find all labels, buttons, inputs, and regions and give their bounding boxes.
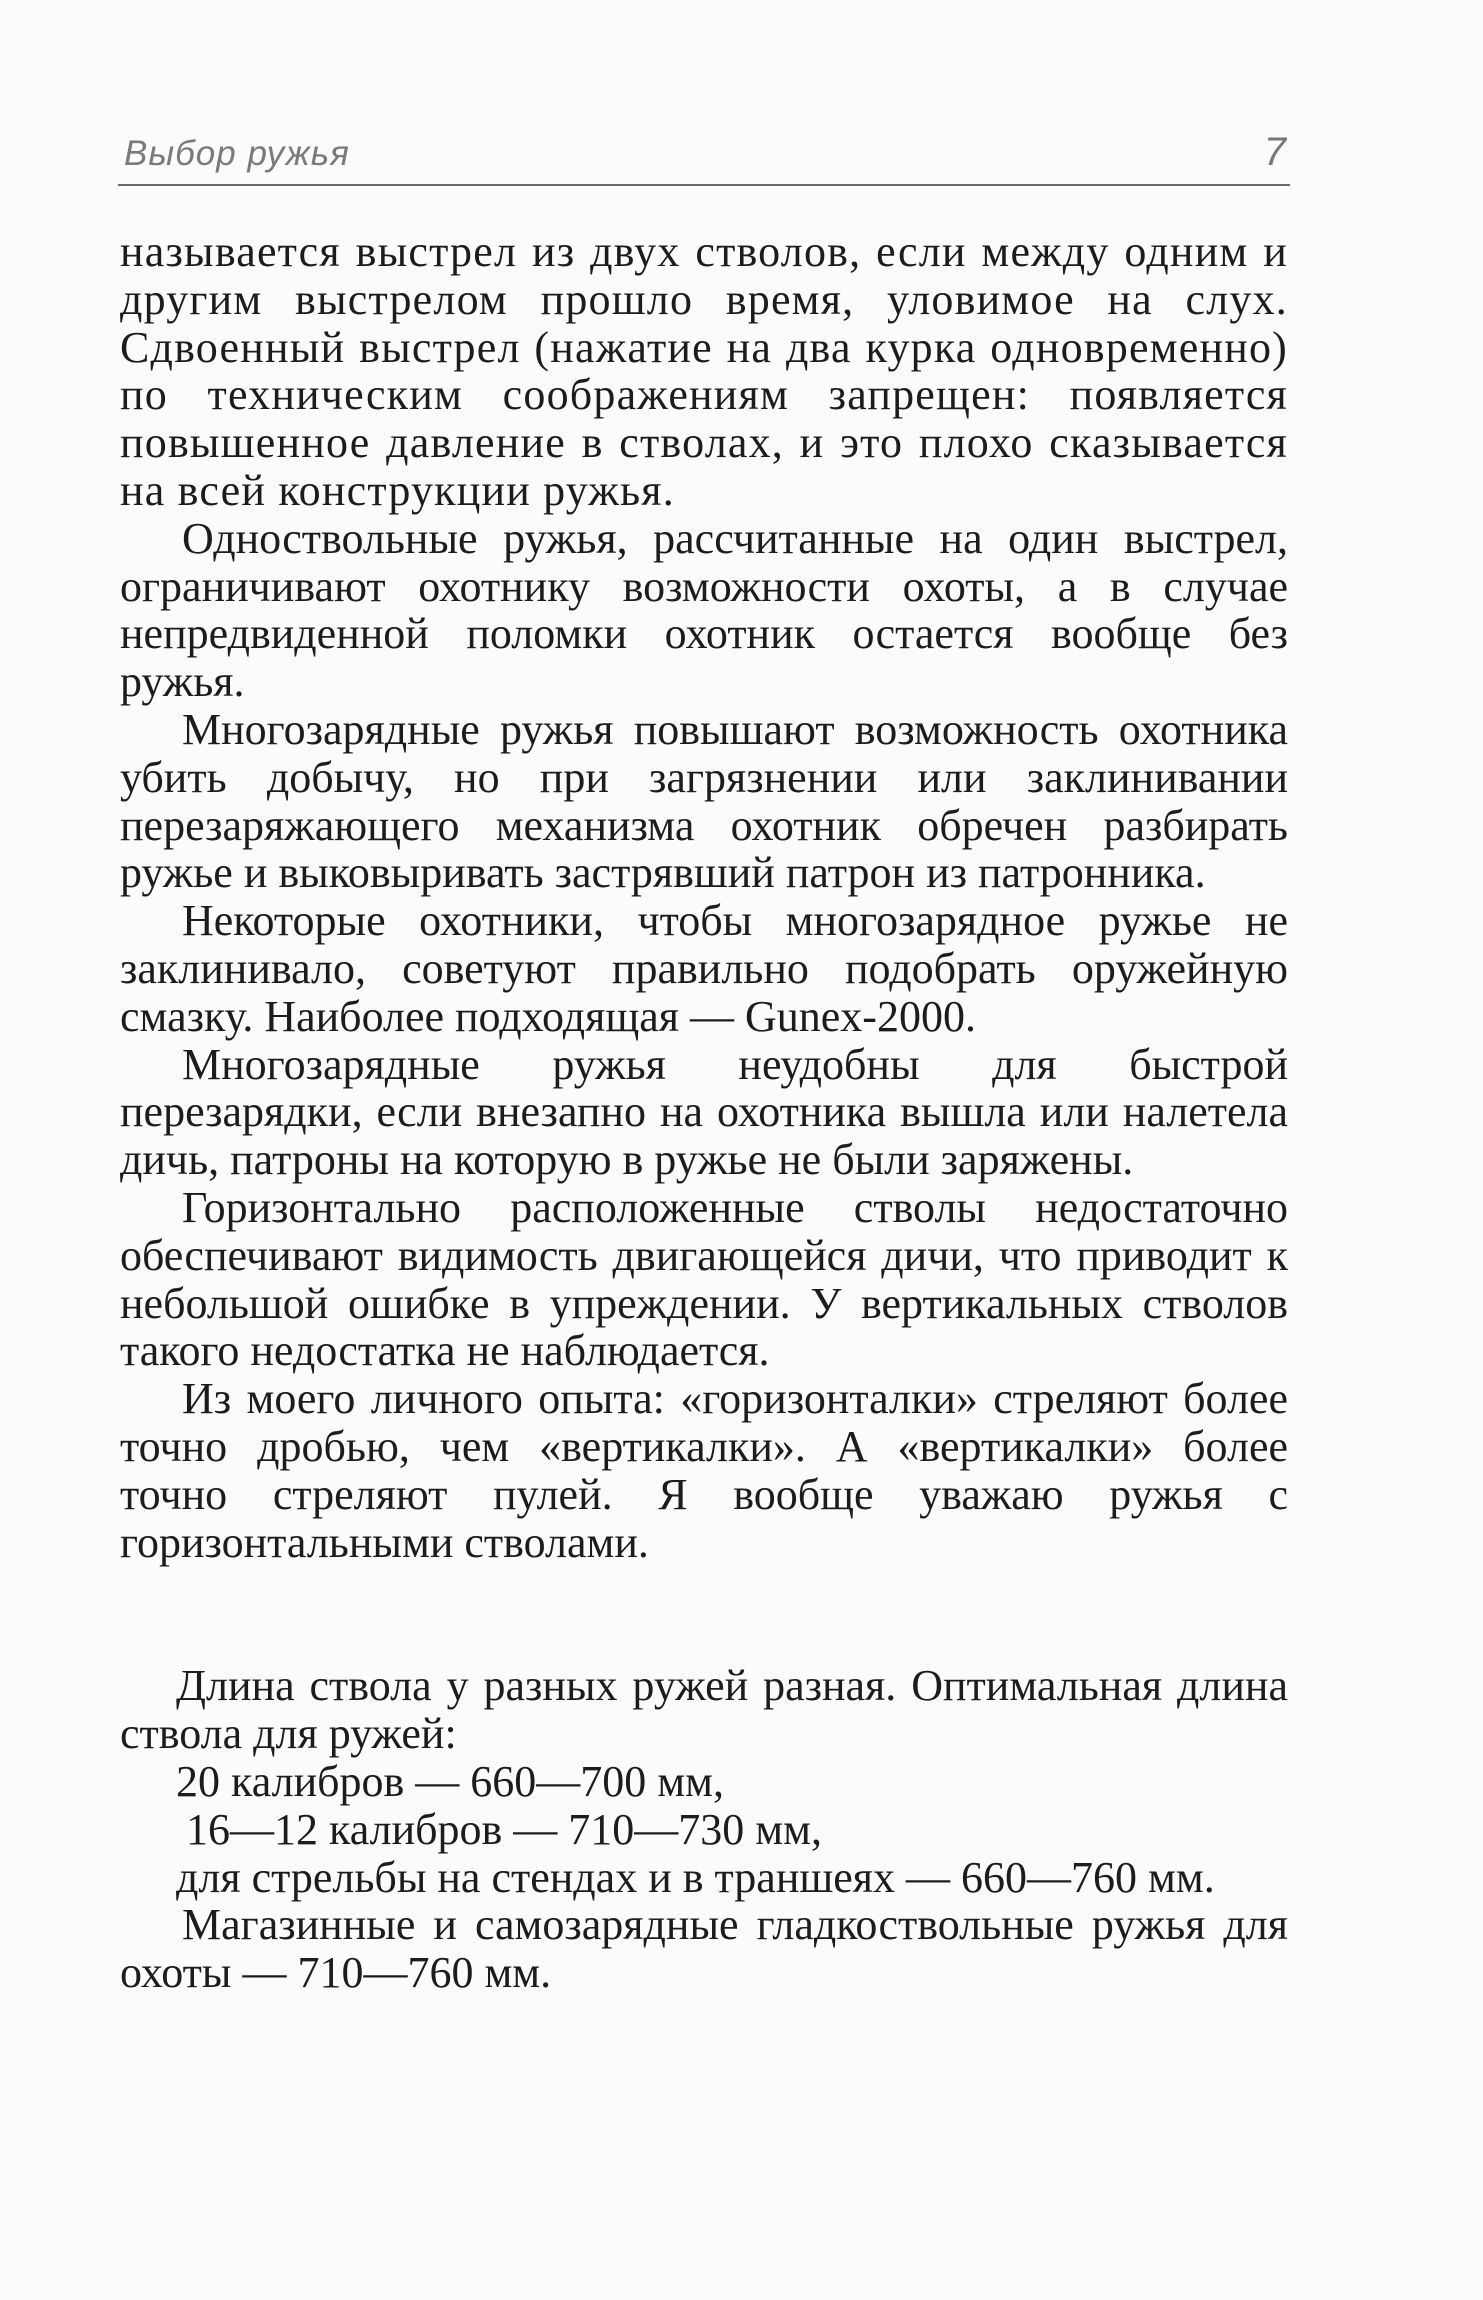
page-number: 7: [1263, 130, 1286, 174]
barrel-length-item: 16—12 калибров — 710—730 мм,: [186, 1804, 822, 1854]
paragraph-single-barrel: Одноствольные ружья, рассчитанные на один выстрел, ограничивают охотнику возможности охоты, а в случае непредвиденной поломки охотник остается вообще без ружья.: [120, 513, 1288, 707]
paragraph-horizontal-barrels: Горизонтально расположенные стволы недостаточно обеспечивают видимость двигающейся дичи, что приводит к небольшой ошибке в упреждении. У вертикальных стволов такого недостатка не наблюдается.: [120, 1182, 1288, 1376]
body-text: [120, 228, 1288, 1997]
running-title: Выбор ружья: [124, 134, 350, 173]
barrel-length-item: 20 калибров — 660—700 мм,: [176, 1756, 724, 1806]
section-gap: [120, 1566, 1288, 1662]
paragraph-double-shot: называется выстрел из двух стволов, если между одним и другим выстрелом прошло время, уловимое на слух. Сдвоенный выстрел (нажатие на два курка одновременно) по техническим соображениям запрещен: появляется повышенное давление в стволах, и это плохо сказывается на всей конструкции ружья.: [120, 227, 1288, 515]
paragraph-reloading: Многозарядные ружья неудобны для быстрой перезарядки, если внезапно на охотника вышла или налетела дичь, патроны на которую в ружье не были заряжены.: [120, 1039, 1288, 1185]
paragraph-personal-experience: Из моего личного опыта: «горизонталки» стреляют более точно дробью, чем «вертикалки». А «вертикалки» более точно стреляют пулей. Я вообще уважаю ружья с горизонтальными стволами.: [120, 1374, 1288, 1567]
paragraph-lubricant: Некоторые охотники, чтобы многозарядное ружье не заклинивало, советуют правильно подобрать оружейную смазку. Наиболее подходящая — Gunex-2000.: [120, 896, 1288, 1041]
barrel-length-closing: Магазинные и самозарядные гладкоствольные ружья для охоты — 710—760 мм.: [120, 1900, 1288, 1998]
paragraph-repeating-guns: Многозарядные ружья повышают возможность охотника убить добычу, но при загрязнении или заклинивании перезаряжающего механизма охотник обречен разбирать ружье и выковыривать застрявший патрон из патронника.: [120, 704, 1288, 898]
barrel-length-item: для стрельбы на стендах и в траншеях — 660—760 мм.: [176, 1852, 1215, 1902]
barrel-length-list: [120, 1758, 1288, 1901]
running-head: [118, 128, 1290, 186]
barrel-length-intro: Длина ствола у разных ружей разная. Оптимальная длина ствола для ружей:: [120, 1661, 1288, 1759]
